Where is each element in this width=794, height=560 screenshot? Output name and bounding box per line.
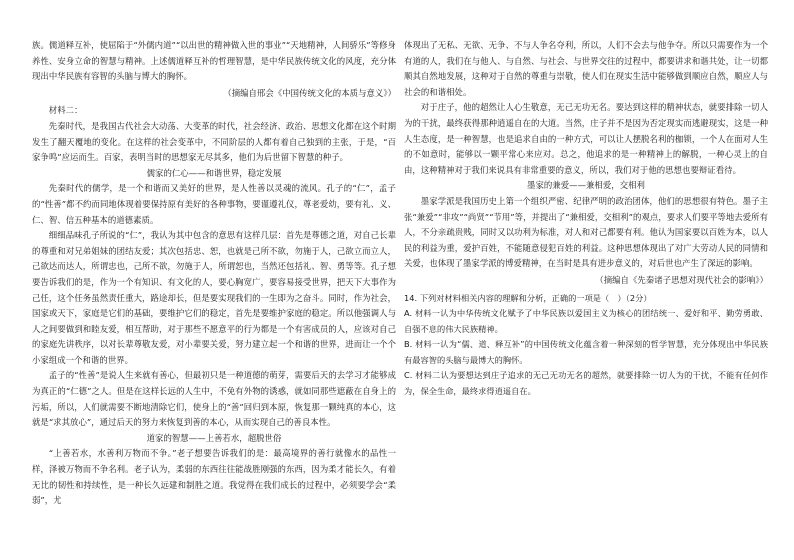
answer-option-c: C. 材料二认为要想达到庄子追求的无己无功无名的超然，就要排除一切人为的干扰，不能有任何作为，保全生命，最终求得逍遥自在。 xyxy=(404,370,768,397)
paragraph: 对于庄子，他的超然让人心生敬意，无己无功无名。要达到这样的精神状态，就要排除一切人为的干扰，最终获得那种逍遥自在的大道。当然，庄子并不是因为否定现实而逃避现实，这是一种人生态度，是一种智慧，也是追求自由的一种方式，可以让人摆脱名利的枷锁，一个人在面对人生的不如意时，能够以一颗平常心来应对。总之，他追求的是一种精神上的解脱，一种心灵上的自由，这种精神对于我们来说具有非常重要的意义，所以，我们对于他的思想也要辩证看待。 xyxy=(404,102,768,175)
source-citation: （摘编自邢会《中国传统文化的本质与意义》） xyxy=(223,87,396,98)
right-column xyxy=(404,38,768,550)
paragraph: “上善若水，水善利万物而不争。”老子想要告诉我们的是：最高境界的善行就像水的品性一样，泽被万物而不争名利。老子认为，柔弱的东西往往能战胜刚强的东西，因为柔才能长久，有着无比的韧性和持续性，是一种长久远建和制胜之道。我觉得在我们成长的过程中，必须要学会“柔弱”，尤 xyxy=(32,448,396,506)
section-heading: 道家的智慧——上善若水，超脱世俗 xyxy=(146,432,282,443)
paragraph: 先秦时代，是我国古代社会大动荡、大变革的时代，社会经济、政治、思想文化都在这个时期发生了翻天覆地的变化。在这样的社会变革中，不同阶层的人都有着自己独到的主张，于是，“百家争鸣”应运而生。百家，表明当时的思想家无尽其多，他们为后世留下智慧的种子。 xyxy=(32,120,396,163)
section-heading: 墨家的兼爱——兼相爱，交相利 xyxy=(527,180,645,191)
left-column xyxy=(32,38,396,550)
paragraph: 墨家学派是我国历史上第一个组织严密、纪律严明的政治团体，他们的思想很有特色。墨子主张“兼爱”“非攻”“尚贤”“节用”等，并提出了“兼相爱，交相利”的观点，要求人们要平等地去爱所有人，不分亲疏贵贱，同时又以功利为标准，对人和对己都要有利。他认为国家要以百姓为本，以人民的利益为重，爱护百姓，不能随意侵犯百姓的利益。这种思想体现出了对广大劳动人民的同情和关爱，也体现了墨家学派的博爱精神，在当时是具有进步意义的，对后世也产生了深远的影响。 xyxy=(404,195,768,269)
paragraph: 细细品味孔子所说的“仁”，我认为其中包含的意思有这样几层：首先是尊德之道，对自己长辈的尊重和对兄弟姐妹的团结友爱；其次包括忠、恕，也就是己所不欲，勿施于人，己欲立而立人，己欲达而达人，所谓忠也，己所不欲，勿施于人，所谓恕也，当然还包括礼、智、勇等等。孔子想要告诉我们的是，作为一个有知识、有文化的人，要心胸宽广，要容易接受世界，把天下大事作为己任，这个任务虽然责任重大，路途却长，但是要实现我们的一生即为之奋斗。同时，作为社会，国家或天下，家庭是它们的基础，要维护它们的稳定，首先是要维护家庭的稳定。所以他强调人与人之间要做到和睦友爱，相互帮助，对于那些不愿意平的行为都是一个有害成员的人，应该对自己的家庭先讲秩序，以对长辈尊敬友爱，对小辈要关爱，努力建立起一个和谐的世界，进而让一个个小家组成一个和谐的世界。 xyxy=(32,230,396,365)
question-stem: 14. 下列对材料相关内容的理解和分析，正确的一项是（ ）（2分） xyxy=(404,292,652,303)
source-citation: （摘编自《先秦诸子思想对现代社会的影响》） xyxy=(595,274,768,285)
paragraph: 体现出了无私、无欲、无争、不与人争名夺利，所以，人们不会去与他争夺。所以只需要作为一个有道的人，我们在与他人、与自然、与社会、与世界交往的过程中，都要讲求和谐共处，让一切都顺其自然地发展，这种对于自然的尊重与崇敬，使人们在现实生活中能够做到顺应自然，顺应人与社会的和谐相处。 xyxy=(404,40,768,97)
answer-option-b: B. 材料一认为“儒、道、释互补”的中国传统文化蕴含着一种深刻的哲学智慧，充分体现出中华民族有最容智的头脑与最博大的胸怀。 xyxy=(404,339,768,365)
answer-option-a: A. 材料一认为中华传统文化赋予了中华民族以爱国主义为核心的团结统一、爱好和平、勤劳勇敢、自强不息的伟大民族精神。 xyxy=(404,308,768,334)
paragraph: 族。儒道释互补，使屈陷于“外儒内道”“以出世的精神做入世的事业”“天地精神，人间骄乐”等修身养性、安身立命的智慧与精神。上述儒道释互补的哲理智慧，是中华民族传统文化的风度，充分体现出中华民族有容智的头脑与博大的胸怀。 xyxy=(32,40,396,82)
material-label: 材料二： xyxy=(48,105,83,116)
paragraph: 孟子的“性善”是说人生来就有善心，但最初只是一种道德的萌芽，需要后天的去学习才能够成为真正的“仁德”之人。但是在这样长远的人生中，不免有外物的诱惑，就如同那些遮蔽在自身上的污垢，所以，人们就需要不断地清除它们，使身上的“善”回归到本原，恢复那一颗纯真的本心，这就是“求其放心”，通过后天的努力来恢复到善的本心，从而实现自己的善良本性。 xyxy=(32,370,396,428)
section-heading: 儒家的仁心——和谐世界，稳定发展 xyxy=(146,167,282,178)
paragraph: 先秦时代的儒学，是一个和谐而又美好的世界，是人性善以灵魂的流风。孔子的“仁”，孟子的“性善”都不约而同地体现着要保持原有美好的各种事物，要谨遵礼仪，尊老爱幼，要有礼、义、仁、智、信五种基本的道德素质。 xyxy=(32,183,396,225)
